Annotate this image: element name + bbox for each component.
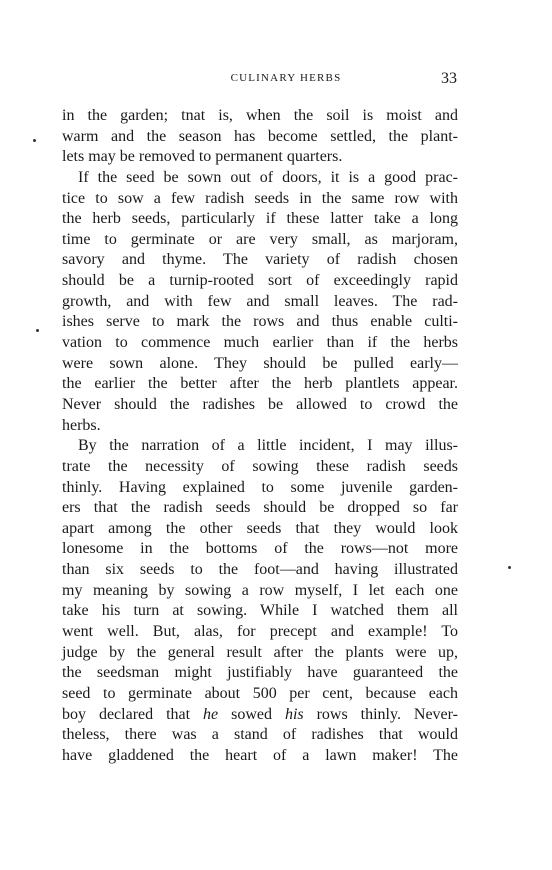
- text-line: Never should the radishes be allowed to crowd the: [62, 395, 458, 413]
- text-line: went well. But, alas, for precept and example! To: [62, 623, 458, 641]
- text-line: theless, there was a stand of radishes that would: [62, 726, 458, 744]
- print-speck: [36, 329, 39, 332]
- running-head: [0, 70, 552, 90]
- text-line: apart among the other seeds that they would look: [62, 519, 458, 537]
- text-line: in the garden; tnat is, when the soil is moist and: [62, 107, 458, 124]
- text-line: the seedsman might justifiably have guaranteed the: [62, 664, 458, 682]
- text-line: the earlier the better after the herb plantlets appear.: [62, 375, 458, 393]
- text-line: lonesome in the bottoms of the rows—not more: [62, 540, 458, 558]
- text-line: By the narration of a little incident, I may illus-: [78, 437, 458, 455]
- text-line: lets may be removed to permanent quarters.: [62, 148, 343, 166]
- text-line: trate the necessity of sowing these radish seeds: [62, 457, 458, 475]
- text-line: take his turn at sowing. While I watched them all: [62, 602, 458, 620]
- text-line: If the seed be sown out of doors, it is a good prac-: [78, 168, 458, 186]
- text-line: ishes serve to mark the rows and thus enable culti-: [62, 313, 458, 331]
- print-speck: [508, 566, 511, 569]
- text-line: thinly. Having explained to some juvenile garden-: [62, 478, 458, 496]
- text-line: should be a turnip-rooted sort of exceedingly rapid: [62, 272, 458, 290]
- text-line: my meaning by sowing a row myself, I let each one: [62, 581, 458, 599]
- text-line: seed to germinate about 500 per cent, because each: [62, 684, 458, 702]
- body-text: [62, 106, 458, 767]
- text-line: were sown alone. They should be pulled early—: [62, 354, 458, 372]
- running-title: CULINARY HERBS: [230, 72, 342, 84]
- text-line: tice to sow a few radish seeds in the same row with: [62, 189, 458, 207]
- text-line: time to germinate or are very small, as marjoram,: [62, 230, 458, 248]
- print-speck: [33, 139, 36, 142]
- text-line: warm and the season has become settled, the plant-: [62, 127, 458, 145]
- text-line: vation to commence much earlier than if the herbs: [62, 334, 458, 352]
- text-line: ers that the radish seeds should be dropped so far: [62, 499, 458, 517]
- text-line: the herb seeds, particularly if these latter take a long: [62, 210, 458, 228]
- text-line: herbs.: [62, 416, 101, 434]
- text-line: growth, and with few and small leaves. The rad-: [62, 292, 458, 310]
- text-line: savory and thyme. The variety of radish chosen: [62, 251, 458, 269]
- page-number: 33: [441, 70, 457, 87]
- text-line: have gladdened the heart of a lawn maker! The: [62, 746, 458, 764]
- text-line: boy declared that he sowed his rows thinly. Never-: [62, 705, 458, 723]
- text-line: judge by the general result after the plants were up,: [62, 643, 458, 661]
- text-line: than six seeds to the foot—and having illustrated: [62, 561, 458, 579]
